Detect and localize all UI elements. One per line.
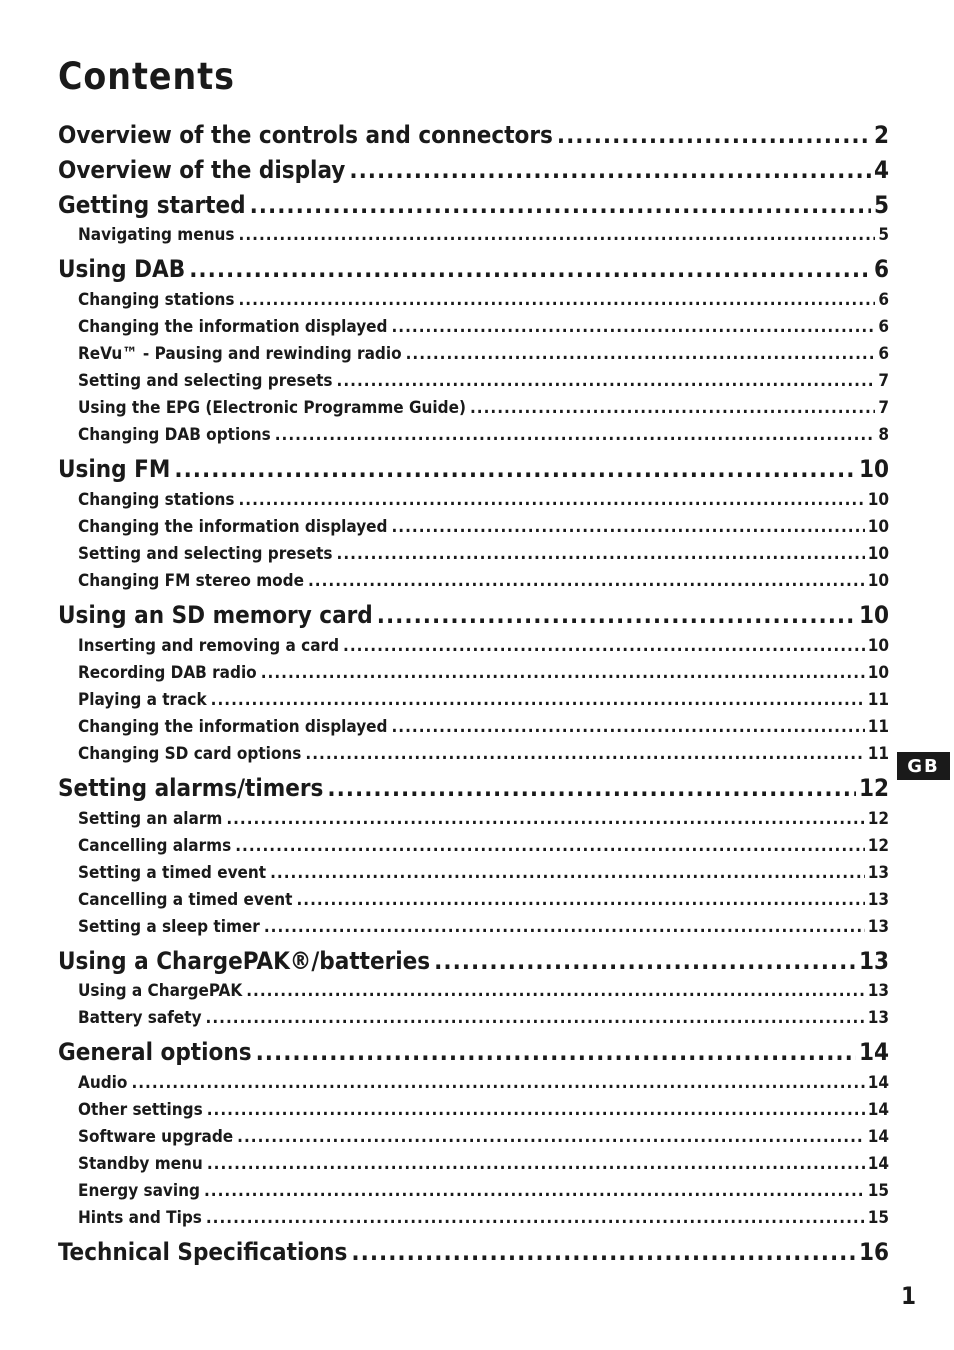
toc-entry-page-number: 10: [867, 489, 889, 510]
toc-entry-page-number: 14: [867, 1100, 889, 1121]
toc-entry-label: Cancelling a timed event: [78, 889, 293, 910]
toc-entry-page-number: 5: [873, 190, 889, 219]
page-title: Contents: [58, 55, 235, 98]
toc-entry-label: Recording DAB radio: [78, 662, 257, 683]
dot-leader: [239, 222, 876, 249]
toc-entry-page-number: 13: [867, 916, 889, 937]
toc-entry-label: Setting an alarm: [78, 808, 223, 829]
toc-section-entry[interactable]: [58, 1235, 889, 1270]
toc-entry-page-number: 10: [858, 455, 889, 484]
dot-leader: [237, 1124, 865, 1151]
toc-subsection-entry[interactable]: [58, 633, 889, 660]
toc-entry-label: Inserting and removing a card: [78, 635, 340, 656]
toc-entry-label: Changing the information displayed: [78, 317, 388, 338]
toc-entry-page-number: 10: [867, 543, 889, 564]
dot-leader: [206, 1005, 865, 1032]
dot-leader: [343, 633, 865, 660]
toc-entry-page-number: 10: [858, 600, 889, 629]
toc-entry-label: Overview of the display: [58, 155, 346, 184]
dot-leader: [296, 887, 864, 914]
toc-section-entry[interactable]: [58, 771, 889, 806]
dot-leader: [305, 741, 864, 768]
toc-subsection-entry[interactable]: [58, 541, 889, 568]
dot-leader: [392, 714, 865, 741]
toc-entry-label: Getting started: [58, 190, 246, 219]
toc-section-entry[interactable]: [58, 118, 889, 153]
toc-entry-page-number: 12: [867, 808, 889, 829]
dot-leader: [264, 914, 865, 941]
toc-entry-label: Setting alarms/timers: [58, 773, 324, 802]
toc-subsection-entry[interactable]: [58, 714, 889, 741]
toc-entry-label: Energy saving: [78, 1181, 200, 1202]
toc-subsection-entry[interactable]: [58, 887, 889, 914]
toc-subsection-entry[interactable]: [58, 314, 889, 341]
toc-subsection-entry[interactable]: [58, 341, 889, 368]
dot-leader: [308, 568, 865, 595]
toc-entry-label: Playing a track: [78, 689, 207, 710]
toc-section-entry[interactable]: [58, 598, 889, 633]
dot-leader: [238, 287, 875, 314]
toc-entry-page-number: 15: [867, 1208, 889, 1229]
language-tab: GB: [897, 752, 950, 780]
toc-entry-page-number: 7: [878, 371, 889, 392]
toc-entry-label: Changing stations: [78, 489, 235, 510]
toc-entry-page-number: 14: [867, 1073, 889, 1094]
dot-leader: [189, 252, 871, 286]
toc-entry-page-number: 10: [867, 662, 889, 683]
dot-leader: [392, 514, 865, 541]
dot-leader: [377, 598, 856, 632]
toc-subsection-entry[interactable]: [58, 1070, 889, 1097]
toc-entry-label: Overview of the controls and connectors: [58, 121, 553, 149]
toc-entry-label: Changing the information displayed: [78, 716, 388, 737]
toc-subsection-entry[interactable]: [58, 514, 889, 541]
dot-leader: [250, 188, 871, 222]
dot-leader: [207, 1097, 865, 1124]
dot-leader: [226, 806, 864, 833]
toc-subsection-entry[interactable]: [58, 914, 889, 941]
toc-entry-page-number: 13: [867, 1008, 889, 1029]
dot-leader: [238, 487, 864, 514]
toc-entry-page-number: 10: [867, 570, 889, 591]
toc-entry-label: Technical Specifications: [58, 1238, 348, 1267]
toc-entry-page-number: 8: [878, 425, 889, 446]
toc-subsection-entry[interactable]: [58, 222, 889, 249]
toc-entry-page-number: 12: [867, 835, 889, 856]
toc-entry-page-number: 13: [867, 889, 889, 910]
toc-entry-label: Changing the information displayed: [78, 516, 388, 537]
dot-leader: [557, 118, 871, 152]
toc-subsection-entry[interactable]: [58, 422, 889, 449]
dot-leader: [275, 422, 876, 449]
toc-entry-page-number: 14: [858, 1038, 889, 1067]
dot-leader: [235, 833, 864, 860]
dot-leader: [337, 368, 876, 395]
dot-leader: [131, 1070, 864, 1097]
toc-entry-page-number: 6: [878, 344, 889, 365]
toc-subsection-entry[interactable]: [58, 833, 889, 860]
toc-entry-page-number: 13: [867, 981, 889, 1002]
dot-leader: [392, 314, 876, 341]
toc-entry-label: General options: [58, 1038, 252, 1067]
toc-entry-label: Cancelling alarms: [78, 835, 232, 856]
dot-leader: [351, 1235, 856, 1269]
toc-entry-page-number: 11: [867, 743, 889, 764]
toc-subsection-entry[interactable]: [58, 1097, 889, 1124]
toc-entry-label: Battery safety: [78, 1008, 202, 1029]
toc-entry-page-number: 11: [867, 716, 889, 737]
toc-section-entry[interactable]: [58, 153, 889, 188]
dot-leader: [174, 452, 856, 486]
toc-entry-label: Setting a sleep timer: [78, 916, 260, 937]
toc-section-entry[interactable]: [58, 188, 889, 223]
toc-entry-page-number: 14: [867, 1127, 889, 1148]
toc-subsection-entry[interactable]: [58, 1151, 889, 1178]
toc-entry-label: Setting and selecting presets: [78, 543, 333, 564]
page-number: 1: [900, 1282, 916, 1310]
toc-section-entry[interactable]: [58, 252, 889, 287]
dot-leader: [337, 541, 865, 568]
toc-entry-label: Setting a timed event: [78, 862, 267, 883]
toc-entry-page-number: 2: [873, 121, 889, 149]
toc-entry-page-number: 6: [878, 290, 889, 311]
dot-leader: [207, 1151, 865, 1178]
dot-leader: [261, 660, 865, 687]
toc-subsection-entry[interactable]: [58, 568, 889, 595]
toc-section-entry[interactable]: [58, 944, 889, 979]
toc-subsection-entry[interactable]: [58, 741, 889, 768]
toc-entry-label: Other settings: [78, 1100, 203, 1121]
toc-subsection-entry[interactable]: [58, 1005, 889, 1032]
dot-leader: [204, 1178, 865, 1205]
toc-entry-page-number: 7: [878, 398, 889, 419]
toc-entry-label: Using FM: [58, 455, 171, 484]
toc-entry-page-number: 16: [858, 1238, 889, 1267]
toc-entry-label: ReVu™ - Pausing and rewinding radio: [78, 344, 402, 365]
toc-subsection-entry[interactable]: [58, 395, 889, 422]
dot-leader: [470, 395, 875, 422]
toc-entry-label: Changing SD card options: [78, 743, 302, 764]
toc-subsection-entry[interactable]: [58, 687, 889, 714]
toc-entry-page-number: 6: [878, 317, 889, 338]
toc-entry-label: Changing stations: [78, 290, 235, 311]
toc-entry-label: Using a ChargePAK: [78, 981, 243, 1002]
toc-subsection-entry[interactable]: [58, 487, 889, 514]
toc-entry-label: Using a ChargePAK®/batteries: [58, 946, 431, 975]
toc-entry-label: Setting and selecting presets: [78, 371, 333, 392]
toc-entry-label: Navigating menus: [78, 225, 235, 246]
toc-subsection-entry[interactable]: [58, 806, 889, 833]
toc-entry-label: Software upgrade: [78, 1127, 234, 1148]
dot-leader: [270, 860, 865, 887]
toc-entry-page-number: 14: [867, 1154, 889, 1175]
dot-leader: [349, 153, 871, 187]
toc-entry-label: Audio: [78, 1073, 128, 1094]
toc-entry-label: Using the EPG (Electronic Programme Guide): [78, 398, 466, 419]
dot-leader: [246, 978, 865, 1005]
toc-entry-label: Changing DAB options: [78, 425, 271, 446]
toc-entry-label: Standby menu: [78, 1154, 203, 1175]
dot-leader: [434, 944, 856, 978]
toc-section-entry[interactable]: [58, 452, 889, 487]
table-of-contents: [58, 118, 889, 1270]
toc-entry-page-number: 13: [867, 862, 889, 883]
toc-entry-page-number: 5: [878, 225, 889, 246]
toc-subsection-entry[interactable]: [58, 1124, 889, 1151]
toc-section-entry[interactable]: [58, 1035, 889, 1070]
toc-entry-page-number: 10: [867, 516, 889, 537]
toc-entry-label: Using an SD memory card: [58, 600, 373, 629]
toc-entry-label: Hints and Tips: [78, 1208, 202, 1229]
toc-entry-page-number: 6: [873, 255, 889, 284]
dot-leader: [406, 341, 876, 368]
toc-entry-label: Using DAB: [58, 255, 186, 284]
toc-subsection-entry[interactable]: [58, 978, 889, 1005]
dot-leader: [211, 687, 865, 714]
toc-entry-page-number: 15: [867, 1181, 889, 1202]
toc-entry-page-number: 13: [858, 946, 889, 975]
toc-entry-page-number: 11: [867, 689, 889, 710]
dot-leader: [327, 771, 856, 805]
toc-entry-page-number: 4: [873, 155, 889, 184]
dot-leader: [206, 1205, 865, 1232]
toc-entry-page-number: 10: [867, 635, 889, 656]
toc-subsection-entry[interactable]: [58, 287, 889, 314]
toc-entry-page-number: 12: [858, 773, 889, 802]
toc-subsection-entry[interactable]: [58, 1205, 889, 1232]
toc-subsection-entry[interactable]: [58, 368, 889, 395]
toc-subsection-entry[interactable]: [58, 660, 889, 687]
toc-entry-label: Changing FM stereo mode: [78, 570, 304, 591]
toc-subsection-entry[interactable]: [58, 860, 889, 887]
dot-leader: [256, 1035, 856, 1069]
toc-subsection-entry[interactable]: [58, 1178, 889, 1205]
